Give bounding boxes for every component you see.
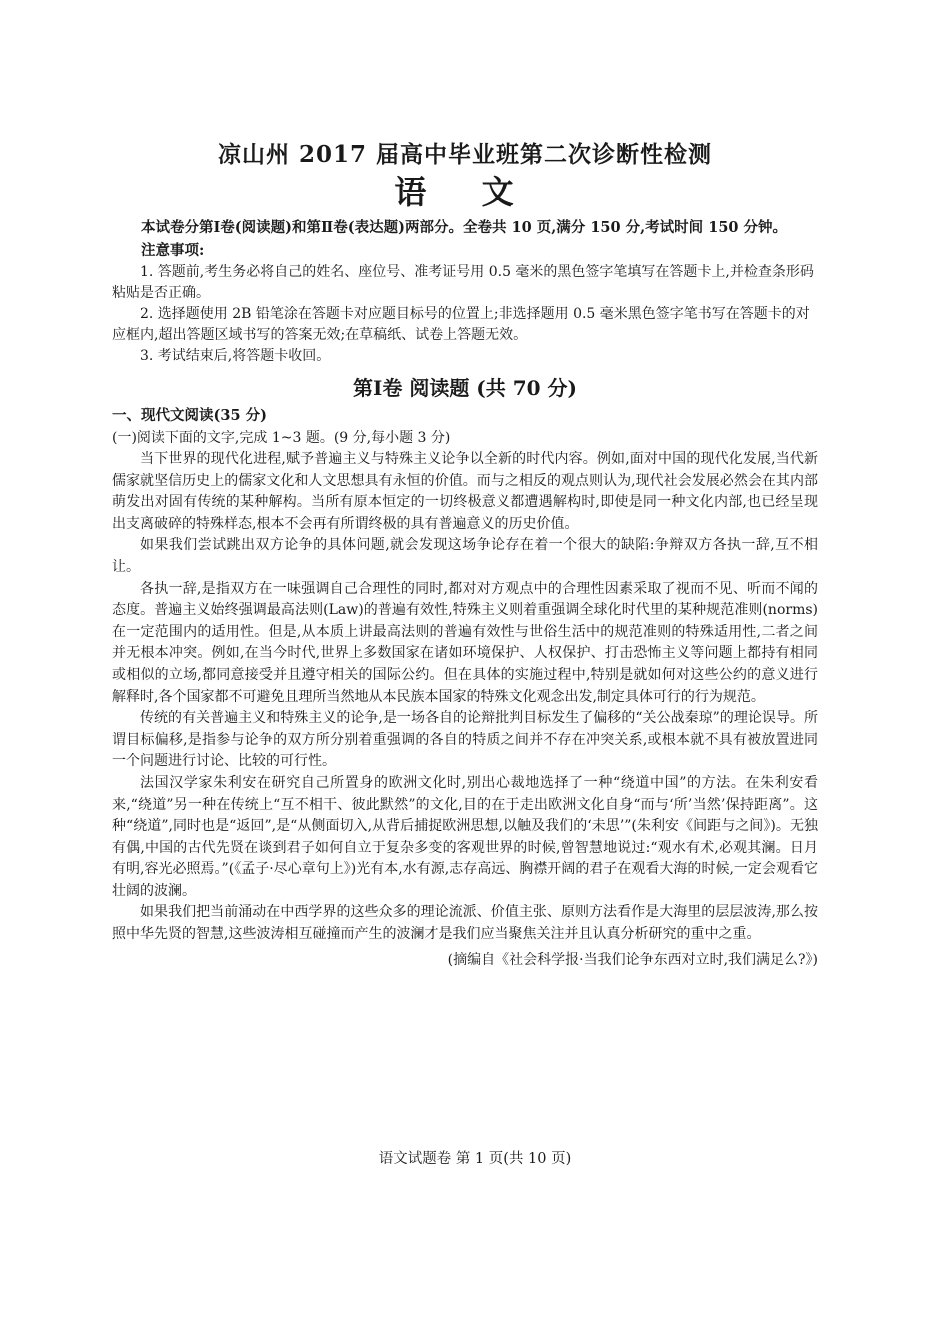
passage-paragraph: 法国汉学家朱利安在研究自己所置身的欧洲文化时,别出心裁地选择了一种“绕道中国”的方法。在朱利安看来,“绕道”另一种在传统上“互不相干、彼此默然”的文化,目的在于走出欧洲文化自身“而与‘所’当然’保持距离”。这种“绕道”,同时也是“返回”,是“从侧面切入,从背后捕捉欧洲思想,以触及我们的‘未思’”(朱利安《间距与之间》)。无独有偶,中国的古代先贤在谈到君子如何自立于复杂多变的客观世界的时候,曾智慧地说过:“观水有术,必观其澜。日月有明,容光必照焉。”(《孟子·尽心章句上》)光有本,水有源,志存高远、胸襟开阔的君子在观看大海的时候,一定会观看它壮阔的波澜。	[112, 774, 818, 899]
note-item: 1. 答题前,考生务必将自己的姓名、座位号、准考证号用 0.5 毫米的黑色签字笔填写在答题卡上,并检查条形码粘贴是否正确。	[112, 264, 814, 301]
exam-intro: 本试卷分第Ⅰ卷(阅读题)和第Ⅱ卷(表达题)两部分。全卷共 10 页,满分 150 分,考试时间 150 分钟。	[141, 219, 788, 236]
page-footer: 语文试题卷 第 1 页(共 10 页)	[378, 1151, 572, 1167]
passage-paragraph: 如果我们尝试跳出双方论争的具体问题,就会发现这场争论存在着一个很大的缺陷:争辩双方各执一辞,互不相让。	[112, 537, 818, 575]
notes-block	[112, 240, 818, 367]
section-title: 第Ⅰ卷 阅读题 (共 70 分)	[353, 376, 577, 400]
exam-page	[112, 140, 818, 972]
reading-passage	[112, 449, 818, 946]
subject-title: 语 文	[394, 173, 536, 211]
subpart-title: (一)阅读下面的文字,完成 1~3 题。(9 分,每小题 3 分)	[112, 430, 451, 446]
note-item: 2. 选择题使用 2B 铅笔涂在答题卡对应题目标号的位置上;非选择题用 0.5 毫米黑色签字笔书写在答题卡的对应框内,超出答题区域书写的答案无效;在草稿纸、试卷上答题无效。	[112, 306, 810, 343]
notes-heading: 注意事项:	[141, 242, 205, 259]
note-item: 3. 考试结束后,将答题卡收回。	[140, 348, 331, 364]
passage-paragraph: 传统的有关普遍主义和特殊主义的论争,是一场各自的论辩批判目标发生了偏移的“关公战秦琼”的理论误导。所谓目标偏移,是指参与论争的双方所分别着重强调的各自的特质之间并不存在冲突关系,或根本就不具有被放置进同一个问题进行讨论、比较的可行性。	[112, 710, 818, 770]
passage-paragraph: 各执一辞,是指双方在一味强调自己合理性的同时,都对对方观点中的合理性因素采取了视而不见、听而不闻的态度。普遍主义始终强调最高法则(Law)的普遍有效性,特殊主义则着重强调全球化时代里的某种规范准则(norms)在一定范围内的适用性。但是,从本质上讲最高法则的普遍有效性与世俗生活中的规范准则的特殊适用性,二者之间并无根本冲突。例如,在当今时代,世界上多数国家在诸如环境保护、人权保护、打击恐怖主义等问题上都持有相同或相似的立场,都同意接受并且遵守相关的国际公约。但在具体的实施过程中,特别是就如何对这些公约的意义进行解释时,各个国家都不可避免且理所当然地从本民族本国家的特殊文化观念出发,制定具体可行的行为规范。	[112, 580, 818, 705]
passage-source: (摘编自《社会科学报·当我们论争东西对立时,我们满足么?》)	[447, 951, 818, 968]
exam-title: 凉山州 2017 届高中毕业班第二次诊断性检测	[217, 141, 713, 168]
passage-paragraph: 如果我们把当前涌动在中西学界的这些众多的理论流派、价值主张、原则方法看作是大海里的层层波涛,那么按照中华先贤的智慧,这些波涛相互碰撞而产生的波澜才是我们应当聚焦关注并且认真分析研究的重中之重。	[112, 904, 818, 943]
part-title: 一、现代文阅读(35 分)	[112, 407, 267, 424]
passage-paragraph: 当下世界的现代化进程,赋予普遍主义与特殊主义论争以全新的时代内容。例如,面对中国的现代化发展,当代新儒家就坚信历史上的儒家文化和人文思想具有永恒的价值。而与之相反的观点则认为,现代社会发展必然会在其内部萌发出对固有传统的某种解构。当所有原本恒定的一切终极意义都遭遇解构时,即使是同一种文化内部,也已经呈现出支离破碎的特殊样态,根本不会再有所谓终极的具有普遍意义的历史价值。	[112, 451, 818, 532]
